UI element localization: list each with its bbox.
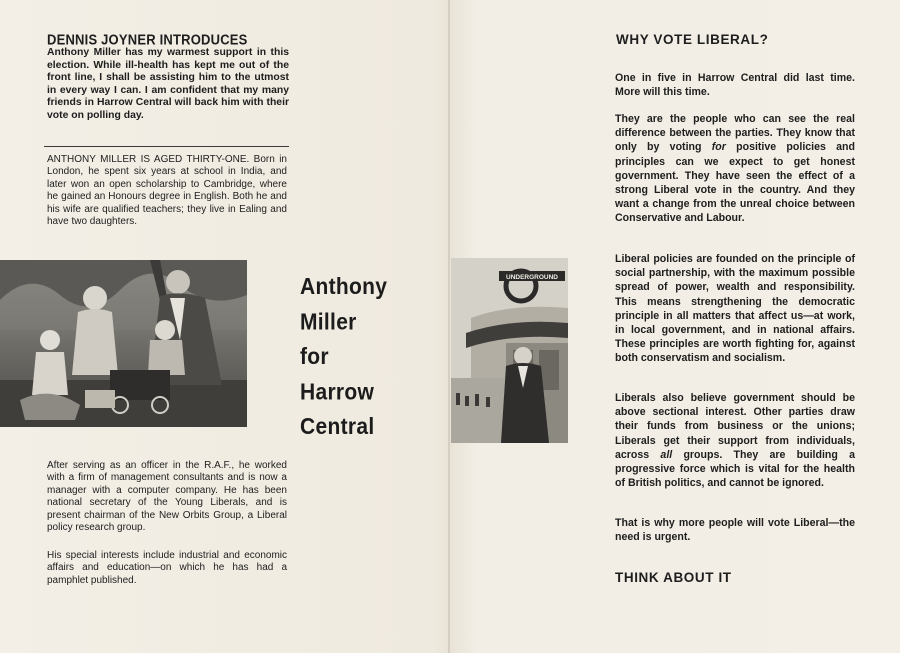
station-photo-image bbox=[451, 258, 568, 443]
p4-emphasis: all bbox=[660, 448, 673, 461]
fold-line bbox=[448, 0, 450, 653]
paragraph-sectional-interest bbox=[615, 391, 855, 490]
family-photo bbox=[0, 260, 247, 427]
career-paragraph: After serving as an officer in the R.A.F., he worked with a firm of management consultants and is now a manager with a computer company. He has been national secretary of the Young Liberals, and is present chairman of the New Orbits Group, a Liberal policy research group. bbox=[47, 460, 287, 534]
candidate-bio: ANTHONY MILLER IS AGED THIRTY-ONE. Born in London, he spent six years at school in India, and later won an open scholarship to Cambridge, where he gained an Honours degree in English. Both he and his wife are qualified teachers; they live in Ealing and have two daughters. bbox=[47, 154, 287, 228]
station-photo bbox=[451, 258, 568, 443]
think-about-it-heading: THINK ABOUT IT bbox=[615, 570, 732, 585]
p4-text-b: groups. They are building a progressive force which is vital for the health of British politics, and cannot be ignored. bbox=[615, 448, 855, 490]
p4-text-a: Liberals also believe government should be above sectional interest. Other parties draw their funds from business or the unions; Liberals get their support from individuals, across bbox=[615, 392, 855, 461]
underground-sign-text: UNDERGROUND bbox=[506, 274, 558, 281]
paragraph-one-in-five: One in five in Harrow Central did last time. More will this time. bbox=[615, 72, 855, 99]
why-vote-heading: WHY VOTE LIBERAL? bbox=[616, 32, 769, 47]
paragraph-need-is-urgent: That is why more people will vote Liberal—the need is urgent. bbox=[615, 517, 855, 544]
candidate-title bbox=[300, 270, 387, 446]
title-line-5: Central bbox=[300, 414, 375, 440]
title-line-3: for bbox=[300, 344, 329, 370]
intro-heading: DENNIS JOYNER INTRODUCES bbox=[47, 31, 248, 48]
paragraph-social-partnership: Liberal policies are founded on the principle of social partnership, with the maximum possible spread of power, wealth and responsibility. This means strengthening the democratic principle in all matters that affect us—at work, in local government, and in national affairs. These principles are worth fighting for, against both conservatism and socialism. bbox=[615, 253, 855, 365]
p2-text-b: positive policies and principles can we expect to get honest government. They have seen the effect of a strong Liberal vote in the country. And they want a change from the unreal choice between Conservative and Labour. bbox=[615, 141, 855, 225]
family-photo-image bbox=[0, 260, 247, 427]
interests-paragraph: His special interests include industrial and economic affairs and education—on which he has had a pamphlet published. bbox=[47, 550, 287, 586]
title-line-2: Miller bbox=[300, 309, 357, 335]
divider-rule bbox=[44, 146, 289, 147]
p2-text-a: They are the people who can see the real difference between the parties. They know that only by voting bbox=[615, 113, 855, 154]
intro-body: Anthony Miller has my warmest support in this election. While ill-health has kept me out of the front line, I shall be assisting him to the utmost in every way I can. I am confident that my many friends in Harrow Central will back him with their vote on polling day. bbox=[47, 47, 289, 121]
title-line-1: Anthony bbox=[300, 274, 388, 300]
title-line-4: Harrow bbox=[300, 379, 375, 405]
p2-emphasis: for bbox=[711, 141, 726, 154]
paragraph-real-difference bbox=[615, 112, 855, 226]
